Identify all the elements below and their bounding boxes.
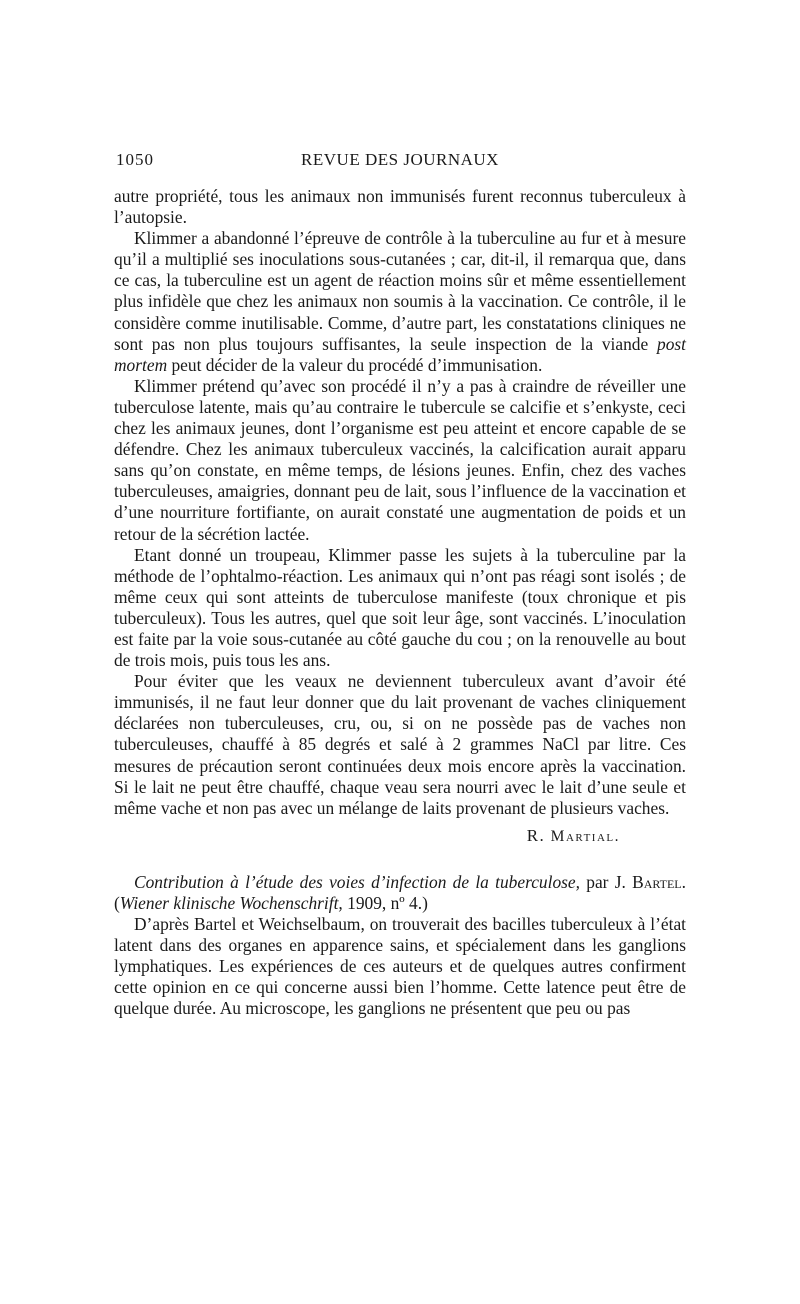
next-article-author: Bartel [632, 871, 682, 892]
next-article-source-detail: 1909, nº 4.) [342, 892, 428, 913]
journal-page [114, 150, 686, 1019]
next-article-heading [114, 872, 686, 914]
paragraph-5: Pour éviter que les veaux ne deviennent tuberculeux avant d’avoir été immunisés, il ne faut leur donner que du lait provenant de vaches cliniquement déclarées non tuberculeuses, cru, ou, si on ne possède pas de vaches non tuberculeuses, chauffé à 85 degrés et salé à 2 grammes NaCl par litre. Ces mesures de précaution seront continuées deux mois encore après la vaccination. Si le lait ne peut être chauffé, chaque veau sera nourri avec le lait d’une seule et même vache et non pas avec un mélange de laits provenant de plusieurs vaches. [114, 671, 686, 818]
paragraph-2-text: Klimmer a abandonné l’épreuve de contrôle à la tuberculine au fur et à mesure qu’il a multiplié ses inoculations sous-cutanées ; car, dit-il, il remarqua que, dans ce cas, la tuberculine est un agent de réaction moins sûr et même essentiellement plus infidèle que chez les animaux non soumis à la vaccination. Ce contrôle, il le considère comme inutilisable. Comme, d’autre part, les constatations cliniques ne sont pas non plus toujours suffisantes, la seule inspection de la viande [114, 228, 686, 354]
next-article-journal: Wiener klinische Wochenschrift, [119, 892, 343, 913]
author-signature [114, 825, 620, 848]
page-header [114, 150, 686, 176]
paragraph-4: Etant donné un troupeau, Klimmer passe les sujets à la tuberculine par la méthode de l’ophtalmo-réaction. Les animaux qui n’ont pas réagi sont isolés ; de même ceux qui sont atteints de tuberculose manifeste (toux chronique et pis tuberculeux). Tous les autres, quel que soit leur âge, sont vaccinés. L’inoculation est faite par la voie sous-cutanée au côté gauche du cou ; on la renouvelle au bout de trois mois, puis tous les ans. [114, 544, 686, 671]
article-body [114, 186, 686, 1019]
signature-name: Martial. [550, 827, 620, 845]
paragraph-2 [114, 228, 686, 376]
paragraph-2-tail: peut décider de la valeur du procédé d’immunisation. [167, 354, 543, 375]
next-article-paragraph-1: D’après Bartel et Weichselbaum, on trouverait des bacilles tuberculeux à l’état latent dans des organes en apparence sains, et spécialement dans les ganglions lymphatiques. Les expériences de ces auteurs et de quelques autres confirment cette opinion en ce qui concerne aussi bien l’homme. Cette latence peut être de quelque durée. Au microscope, les ganglions ne présentent que peu ou pas [114, 914, 686, 1019]
paragraph-1: autre propriété, tous les animaux non immunisés furent reconnus tuberculeux à l’autopsie. [114, 186, 686, 228]
running-title: REVUE DES JOURNAUX [301, 150, 499, 169]
signature-initial: R. [526, 825, 546, 845]
paragraph-3: Klimmer prétend qu’avec son procédé il n’y a pas à craindre de réveiller une tuberculose latente, mais qu’au contraire le tubercule se calcifie et s’enkyste, ceci chez les animaux jeunes, dont l’organisme est peu atteint et encore capable de se défendre. Chez les animaux tuberculeux vaccinés, la calcification aurait apparu sans qu’on constate, en même temps, de lésions jeunes. Enfin, chez des vaches tuberculeuses, amaigries, donnant peu de lait, sous l’influence de la vaccination et d’une nourriture fortifiante, on aurait constaté une augmentation de poids et un retour de la sécrétion lactée. [114, 375, 686, 544]
next-article-source-open: . ( [114, 871, 686, 913]
post-mortem-italic: post mortem [114, 333, 686, 375]
next-article-title: Contribution à l’étude des voies d’infection de la tuberculose, [134, 871, 580, 892]
page-number: 1050 [116, 150, 154, 169]
next-article-by: par J. [579, 871, 633, 892]
